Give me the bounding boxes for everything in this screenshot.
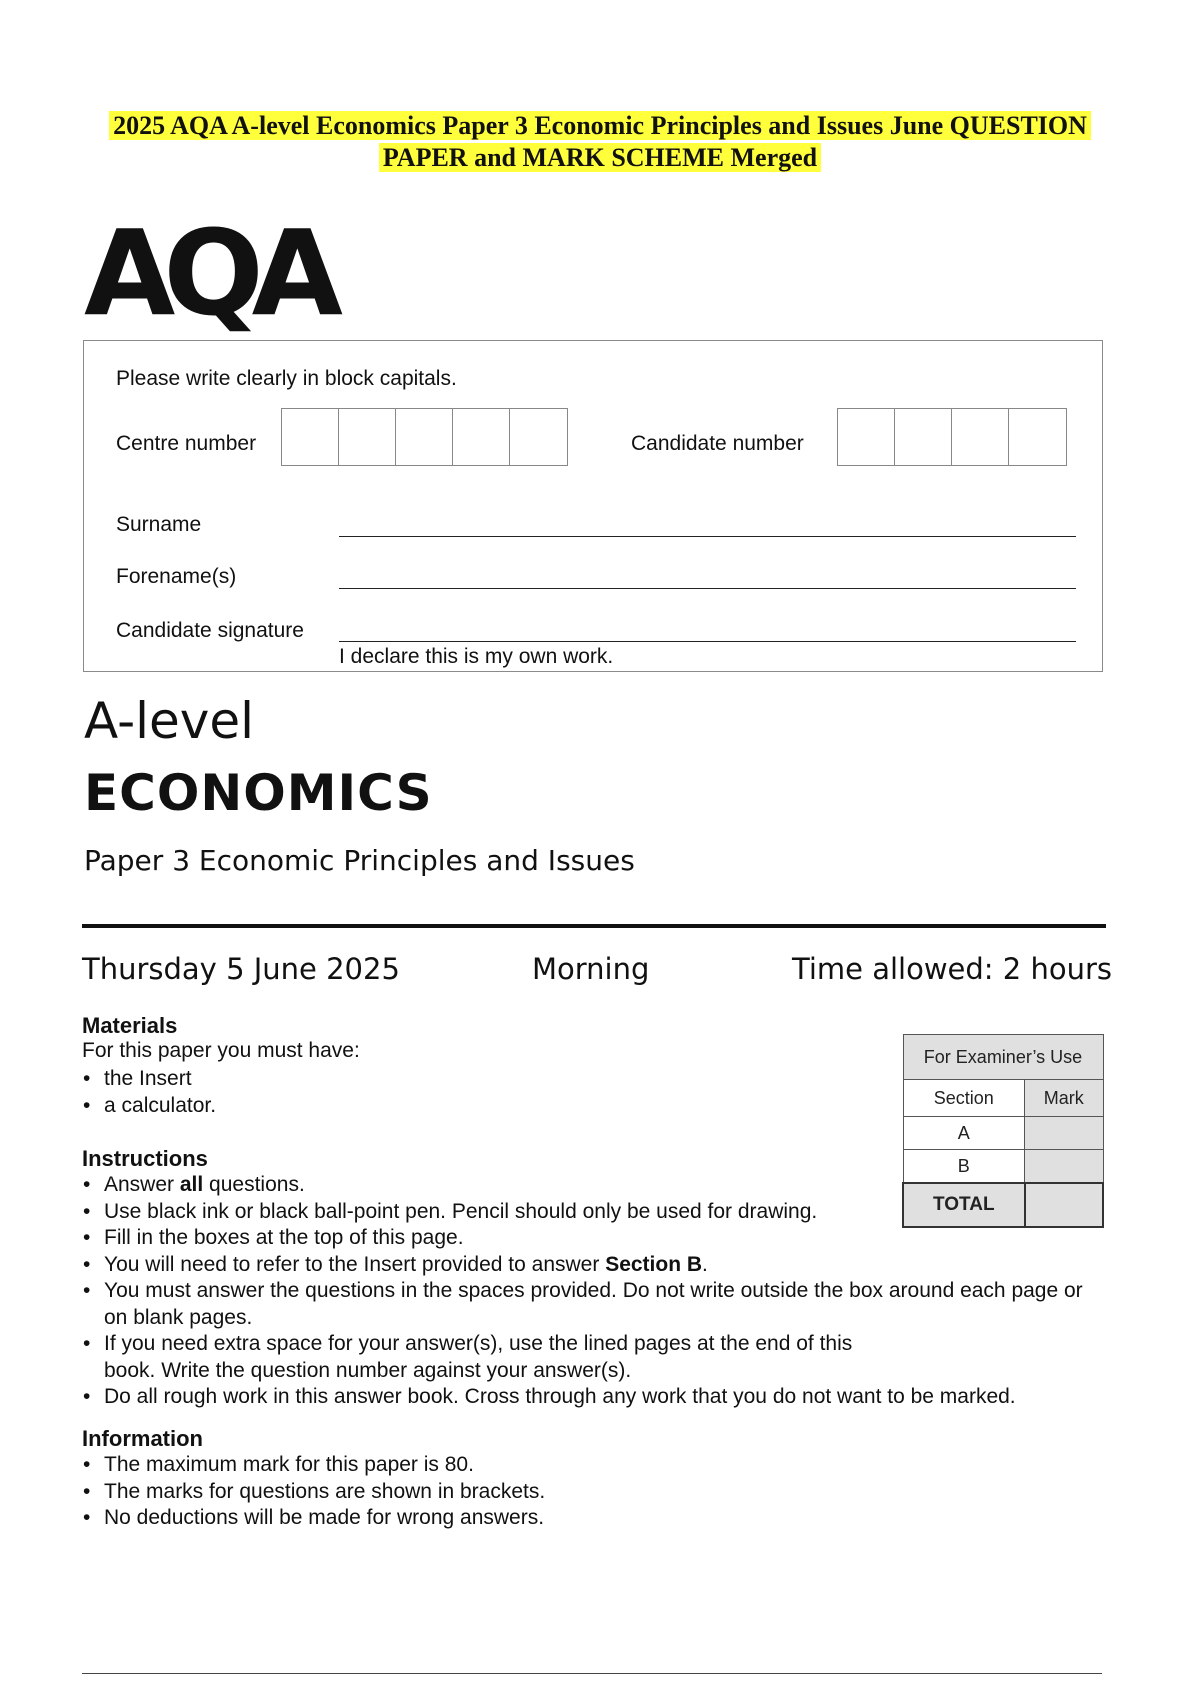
materials-heading: Materials (82, 1013, 178, 1038)
document-title-line-1 (0, 111, 1200, 141)
signature-field[interactable] (339, 641, 1076, 642)
candidate-digit-box[interactable] (1009, 409, 1066, 465)
list-item: • You must answer the questions in the spaces provided. Do not write outside the box around each page or on blank pages. (82, 1278, 1092, 1331)
title-highlight-1: 2025 AQA A-level Economics Paper 3 Economic Principles and Issues June QUESTION (109, 111, 1091, 140)
surname-label: Surname (116, 513, 202, 536)
candidate-digit-box[interactable] (952, 409, 1009, 465)
paper-title: Paper 3 Economic Principles and Issues (84, 844, 635, 877)
examiner-use-table (902, 1034, 1104, 1228)
total-label: TOTAL (903, 1183, 1025, 1227)
exam-date: Thursday 5 June 2025 (82, 952, 400, 986)
surname-field[interactable] (339, 536, 1076, 537)
section-column-header: Section (903, 1080, 1025, 1117)
examiner-use-title: For Examiner’s Use (903, 1035, 1103, 1080)
list-item: • No deductions will be made for wrong answers. (82, 1505, 545, 1532)
list-item: • The maximum mark for this paper is 80. (82, 1452, 545, 1479)
list-item: • If you need extra space for your answer(s), use the lined pages at the end of this book. Write the question number against your answer(s). (82, 1331, 874, 1384)
signature-label: Candidate signature (116, 619, 304, 642)
centre-digit-box[interactable] (282, 409, 339, 465)
centre-digit-box[interactable] (339, 409, 396, 465)
centre-number-label: Centre number (116, 432, 257, 455)
centre-number-boxes[interactable] (281, 408, 568, 466)
header-divider (82, 924, 1106, 928)
qualification-level: A-level (84, 692, 255, 750)
instructions-heading: Instructions (82, 1146, 208, 1171)
centre-digit-box[interactable] (453, 409, 510, 465)
materials-list (82, 1066, 216, 1119)
block-capitals-instruction: Please write clearly in block capitals. (116, 367, 457, 390)
information-list (82, 1452, 545, 1532)
section-b-mark (1025, 1150, 1103, 1184)
list-item: • Do all rough work in this answer book. Cross through any work that you do not want to be marked. (82, 1384, 1092, 1411)
centre-digit-box[interactable] (510, 409, 567, 465)
title-highlight-2: PAPER and MARK SCHEME Merged (379, 143, 821, 172)
information-heading: Information (82, 1426, 203, 1451)
list-item: • Fill in the boxes at the top of this page. (82, 1225, 1092, 1252)
candidate-digit-box[interactable] (838, 409, 895, 465)
exam-session: Morning (532, 952, 650, 986)
section-b-cell: B (903, 1150, 1025, 1184)
total-mark (1025, 1183, 1103, 1227)
centre-digit-box[interactable] (396, 409, 453, 465)
document-title-line-2 (0, 143, 1200, 173)
list-item: • the Insert (82, 1066, 216, 1093)
forename-label: Forename(s) (116, 565, 237, 588)
candidate-digit-box[interactable] (895, 409, 952, 465)
list-item: • Answer all questions. (82, 1172, 1092, 1199)
section-a-mark (1025, 1117, 1103, 1150)
time-allowed: Time allowed: 2 hours (792, 952, 1112, 986)
subject-title: ECONOMICS (84, 764, 433, 822)
list-item: • You will need to refer to the Insert provided to answer Section B. (82, 1252, 1092, 1279)
list-item: • a calculator. (82, 1093, 216, 1120)
mark-column-header: Mark (1025, 1080, 1103, 1117)
footer-divider (82, 1673, 1102, 1674)
candidate-number-label: Candidate number (631, 432, 804, 455)
candidate-number-boxes[interactable] (837, 408, 1067, 466)
list-item: • The marks for questions are shown in brackets. (82, 1479, 545, 1506)
materials-intro: For this paper you must have: (82, 1039, 360, 1062)
list-item: • Use black ink or black ball-point pen. Pencil should only be used for drawing. (82, 1199, 1092, 1226)
declaration-text: I declare this is my own work. (339, 645, 614, 668)
forename-field[interactable] (339, 588, 1076, 589)
section-a-cell: A (903, 1117, 1025, 1150)
aqa-logo: AQA (84, 204, 331, 342)
candidate-details-box (83, 340, 1103, 672)
